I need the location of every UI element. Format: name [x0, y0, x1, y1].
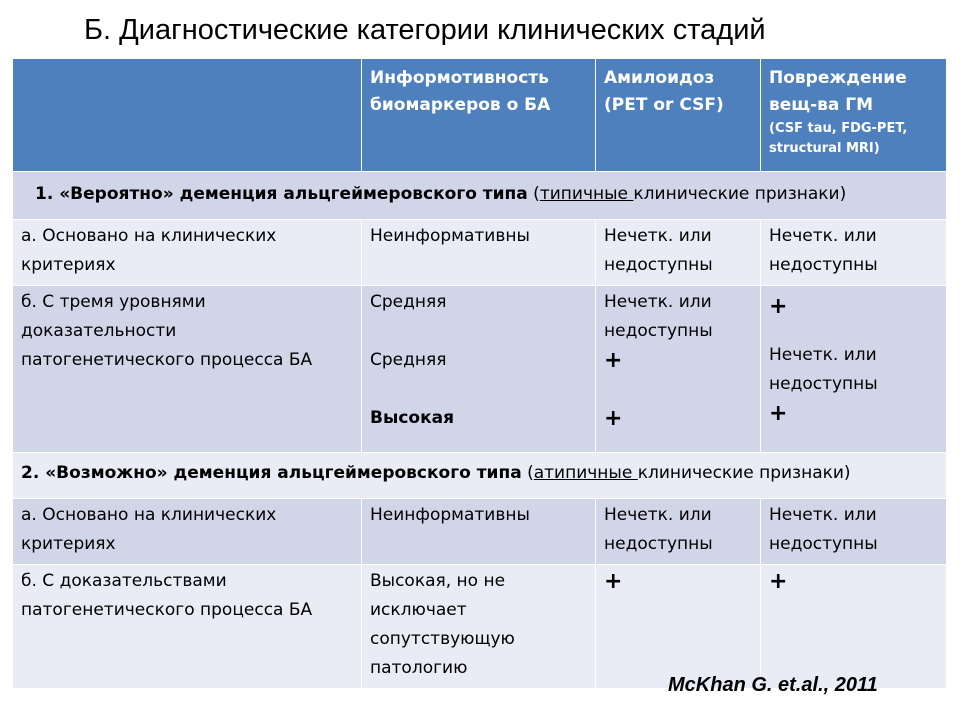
- section-possible-underlined: атипичные: [533, 463, 638, 483]
- row-probable-b-damage-2: Нечетк. или недоступны: [769, 345, 878, 394]
- row-probable-b-damage-1: +: [769, 294, 788, 319]
- header-amyloid-cell: [596, 59, 761, 172]
- row-probable-b-amyloid-cell: [596, 286, 761, 453]
- row-probable-a-criteria: а. Основано на клинических критериях: [13, 220, 362, 286]
- row-possible-b-damage: +: [769, 569, 788, 594]
- row-possible-b-criteria: б. С доказательствами патогенетического процесса БА: [13, 565, 362, 689]
- row-possible-a-amyloid: Нечетк. или недоступны: [596, 499, 761, 565]
- row-possible-a-criteria: а. Основано на клинических критериях: [13, 499, 362, 565]
- header-damage-cell: [761, 59, 947, 172]
- row-probable-a-biomarker: Неинформативны: [362, 220, 596, 286]
- section-possible-suffix: клинические признаки): [637, 463, 851, 483]
- row-probable-b-amyloid-2: +: [604, 348, 623, 373]
- row-possible-b-amyloid: +: [604, 569, 623, 594]
- section-possible-paren: (: [521, 463, 534, 483]
- row-probable-b: [13, 286, 947, 453]
- section-possible-row: [13, 453, 947, 499]
- row-probable-b-amyloid-1: Нечетк. или недоступны: [604, 292, 713, 341]
- row-probable-b-criteria: б. С тремя уровнями доказательности патогенетического процесса БА: [13, 286, 362, 453]
- row-possible-a-biomarker: Неинформативны: [362, 499, 596, 565]
- header-damage-label: Повреждение вещ-ва ГМ: [769, 68, 907, 115]
- header-biomarker-label: Информотивность биомаркеров о БА: [370, 68, 551, 115]
- section-probable-row: [13, 172, 947, 220]
- row-probable-a: [13, 220, 947, 286]
- row-probable-a-damage: Нечетк. или недоступны: [761, 220, 947, 286]
- header-empty-cell: [13, 59, 362, 172]
- section-probable-underlined: типичные: [539, 184, 634, 204]
- section-probable-paren: (: [527, 184, 540, 204]
- slide-title: Б. Диагностические категории клинических стадий: [84, 14, 766, 46]
- row-probable-b-biomarker-cell: [362, 286, 596, 453]
- row-possible-a-damage: Нечетк. или недоступны: [761, 499, 947, 565]
- header-damage-sublabel: (CSF tau, FDG-PET, structural MRI): [769, 121, 908, 156]
- row-probable-b-level-3: Высокая: [370, 408, 455, 428]
- row-probable-b-level-1: Средняя: [370, 292, 447, 312]
- diagnostic-categories-table: [12, 58, 947, 689]
- row-probable-b-amyloid-3: +: [604, 406, 623, 431]
- row-possible-a: [13, 499, 947, 565]
- header-amyloid-label: Амилоидоз (PET or CSF): [604, 68, 724, 115]
- header-row: [13, 59, 947, 172]
- row-probable-b-damage-3: +: [769, 401, 788, 426]
- row-possible-b-biomarker: Высокая, но не исключает сопутствующую патологию: [362, 565, 596, 689]
- section-probable-prefix: 1. «Вероятно» деменция альцгеймеровского типа: [35, 184, 528, 204]
- citation: McKhan G. et.al., 2011: [668, 674, 878, 696]
- section-probable-cell: [13, 172, 947, 220]
- row-probable-b-damage-cell: [761, 286, 947, 453]
- row-probable-a-amyloid: Нечетк. или недоступны: [596, 220, 761, 286]
- header-biomarker-cell: [362, 59, 596, 172]
- section-possible-prefix: 2. «Возможно» деменция альцгеймеровского типа: [21, 463, 522, 483]
- row-probable-b-level-2: Средняя: [370, 350, 447, 370]
- section-probable-suffix: клинические признаки): [633, 184, 847, 204]
- section-possible-cell: [13, 453, 947, 499]
